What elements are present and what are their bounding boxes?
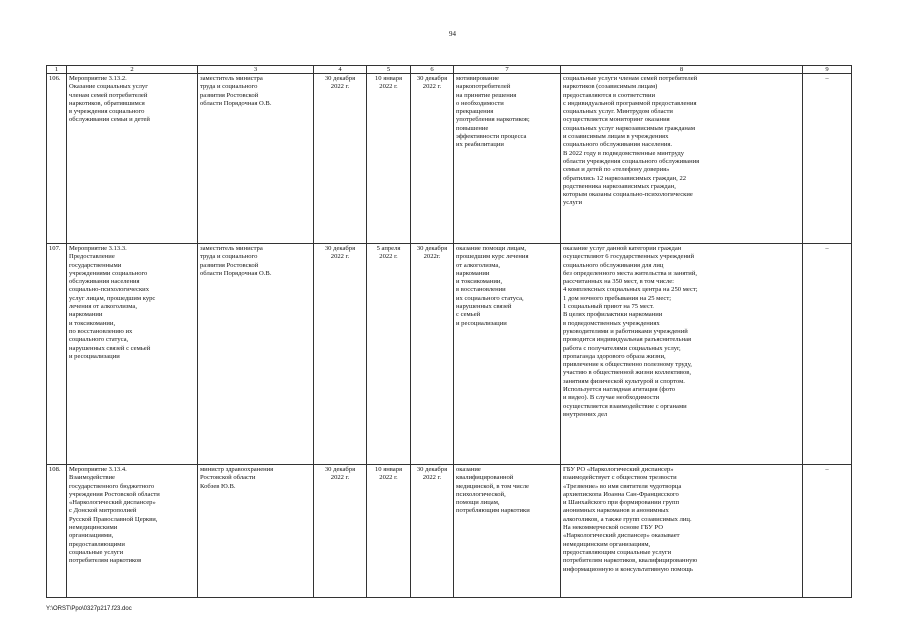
event-cell-line: нарушенных связей с семьей (69, 344, 151, 352)
event-cell-line: немедицинскими (69, 524, 118, 532)
info-cell-line: наркотиков (созависимым лицам) (563, 83, 658, 91)
row-number: 106. (47, 74, 67, 244)
responsible-cell (198, 244, 314, 465)
responsible-cell-line: труда и социального (200, 253, 258, 261)
header-cell-2: 2 (67, 66, 198, 74)
info-cell-line: В 2022 году в подведомственные минтруду (563, 149, 685, 157)
info-cell-line: 1 социальный приют на 75 мест. (563, 303, 654, 311)
plan-date-cell-line: 30 декабря (324, 466, 356, 473)
info-cell-line: 4 комплексных социальных центра на 250 мест; (563, 286, 698, 294)
result-cell-line: наркопотребителей (456, 83, 511, 91)
result-cell-line: прошедшим курс лечения (456, 253, 529, 261)
event-cell-line: обслуживания семьи и детей (69, 116, 150, 124)
plan-date-cell-line: 2022 г. (330, 474, 350, 482)
event-cell (67, 465, 198, 598)
result-cell-line: оказание (456, 466, 481, 473)
event-cell-line: социальные услуги (69, 548, 124, 556)
event-cell-line: в учреждения социального (69, 108, 145, 116)
result-cell-line: помощи лицам, (456, 499, 500, 507)
result-cell-line: эффективности процесса (456, 133, 527, 141)
start-date-cell-line: 10 января (374, 466, 403, 473)
file-path-footer: Y:\ORST\Ppo\0327p217.f23.doc (46, 606, 132, 612)
event-cell-line: государственного бюджетного (69, 482, 155, 490)
info-cell-line: и созависимым лицам в учреждениях (563, 133, 669, 141)
info-cell-line: области учреждения социального обслуживания (563, 157, 700, 165)
header-row (47, 66, 852, 74)
table-row (47, 465, 852, 598)
event-cell-line: государственными (69, 261, 122, 269)
result-cell-line: в восстановлении (456, 286, 506, 294)
end-date-cell (411, 244, 454, 465)
event-cell-line: наркотиков, обратившимся (69, 99, 145, 107)
plan-date-cell (314, 74, 367, 244)
info-cell-line: На некоммерческой основе ГБУ РО (563, 524, 663, 532)
table-row (47, 74, 852, 244)
info-cell-line: архиепископа Иоанна Сан-Францисского (563, 490, 679, 498)
start-date-cell-line: 10 января (374, 75, 403, 82)
info-cell-line: социального обслуживания для лиц (563, 261, 664, 269)
result-cell-line: повышение (456, 124, 489, 132)
end-date-cell-line: 2022 г. (422, 83, 442, 91)
header-cell-9: 9 (803, 66, 852, 74)
info-cell (561, 465, 803, 598)
event-cell-line: «Наркологический диспансер» (69, 499, 156, 507)
info-cell-line: осуществляется мониторинг оказания (563, 116, 670, 124)
result-cell-line: о необходимости (456, 99, 504, 107)
result-cell-line: их социального статуса, (456, 294, 524, 302)
end-date-cell (411, 74, 454, 244)
event-cell-line: лечения от алкоголизма, (69, 303, 137, 311)
info-cell-line: анонимных наркоманов и анонимных (563, 507, 669, 515)
event-cell-line: Взаимодействие (69, 474, 115, 482)
header-cell-6: 6 (411, 66, 454, 74)
event-cell-line: социально-психологических (69, 286, 150, 294)
end-date-cell-line: 30 декабря (416, 245, 448, 252)
table-body (47, 66, 852, 598)
responsible-cell (198, 74, 314, 244)
plan-date-cell-line: 2022 г. (330, 253, 350, 261)
plan-date-cell-line: 30 декабря (324, 75, 356, 82)
plan-date-cell-line: 2022 г. (330, 83, 350, 91)
result-cell-line: и токсикомании, (456, 278, 503, 286)
info-cell-line: Используется наглядная агитация (фото (563, 386, 676, 394)
row-number: 108. (47, 465, 67, 598)
info-cell-line: информационную и консультативную помощь (563, 565, 693, 573)
result-cell-line: на принятие решения (456, 91, 517, 99)
responsible-cell-line: министр здравоохранения (200, 466, 274, 473)
responsible-cell-line: заместитель министра (200, 245, 263, 252)
row-number: 107. (47, 244, 67, 465)
info-cell-line: социальных услуг. Минтрудом области (563, 108, 673, 116)
info-cell-line: В целях профилактики наркомании (563, 311, 663, 319)
info-cell-line: социального обслуживания населения. (563, 141, 673, 149)
info-cell-line: алкоголиков, а также групп созависимых лиц. (563, 515, 692, 523)
info-cell-line: и видео). В случае необходимости (563, 394, 660, 402)
event-cell-line: обслуживания населения (69, 278, 140, 286)
info-cell-line: оказание услуг данной категории граждан (563, 245, 682, 252)
end-date-cell (411, 465, 454, 598)
start-date-cell (367, 74, 411, 244)
info-cell (561, 244, 803, 465)
info-cell (561, 74, 803, 244)
start-date-cell (367, 244, 411, 465)
result-cell-line: употребления наркотиков; (456, 116, 530, 124)
event-cell-line: социального статуса, (69, 336, 129, 344)
header-cell-1: 1 (47, 66, 67, 74)
start-date-cell-line: 2022 г. (379, 83, 398, 91)
header-cell-4: 4 (314, 66, 367, 74)
result-cell (454, 74, 561, 244)
info-cell-line: предоставляющим социальные услуги (563, 548, 672, 556)
result-cell-line: и ресоциализации (456, 319, 507, 327)
info-cell-line: работа с получателями социальных услуг, (563, 344, 681, 352)
event-cell-line: учреждениями социального (69, 269, 148, 277)
event-cell-line: Мероприятие 3.13.3. (69, 245, 127, 252)
info-cell-line: социальных услуг наркозависимым гражданам (563, 124, 695, 132)
event-cell-line: услуг лицам, прошедшим курс (69, 294, 156, 302)
info-cell-line: потребителям наркотиков, квалифицированную (563, 557, 698, 565)
note-cell: – (803, 74, 852, 244)
event-cell-line: членам семей потребителей (69, 91, 148, 99)
info-cell-line: без определенного места жительства и занятий, (563, 269, 698, 277)
info-cell-line: взаимодействует с обществом трезвости (563, 474, 677, 482)
result-cell-line: прекращения (456, 108, 494, 116)
plan-date-cell (314, 244, 367, 465)
note-cell: – (803, 244, 852, 465)
responsible-cell-line: области Порядочная О.В. (200, 269, 272, 277)
info-cell-line: привлечение к общественно полезному труду, (563, 361, 692, 369)
event-cell-line: предоставляющими (69, 540, 125, 548)
event-cell-line: Русской Православной Церкви, (69, 515, 158, 523)
info-cell-line: «Наркологический диспансер» оказывает (563, 532, 680, 540)
event-cell-line: Оказание социальных услуг (69, 83, 148, 91)
result-cell-line: их реабилитации (456, 141, 504, 149)
event-cell-line: Предоставление (69, 253, 115, 261)
info-cell-line: проводится индивидуальная разъяснительная (563, 336, 692, 344)
responsible-cell-line: развития Ростовской (200, 91, 259, 99)
responsible-cell-line: Кобзев Ю.В. (200, 482, 236, 490)
responsible-cell-line: заместитель министра (200, 75, 263, 82)
note-cell: – (803, 465, 852, 598)
header-cell-7: 7 (454, 66, 561, 74)
info-cell-line: занятиям физической культурой и спортом. (563, 377, 685, 385)
info-cell-line: которым оказаны социально-психологические (563, 191, 693, 199)
event-cell-line: потребителям наркотиков (69, 557, 142, 565)
event-cell-line: и ресоциализации (69, 352, 120, 360)
result-cell (454, 244, 561, 465)
header-cell-3: 3 (198, 66, 314, 74)
event-cell-line: учреждения Ростовской области (69, 490, 160, 498)
end-date-cell-line: 30 декабря (416, 466, 448, 473)
info-cell-line: участию в общественной жизни коллективов, (563, 369, 692, 377)
info-cell-line: осуществляется взаимодействие с органами (563, 402, 687, 410)
info-cell-line: «Трезвение» во имя святителя чудотворца (563, 482, 682, 490)
info-cell-line: социальные услуги членам семей потребителей (563, 75, 698, 82)
event-cell-line: организациями, (69, 532, 114, 540)
info-cell-line: 1 дом ночного пребывания на 25 мест; (563, 294, 672, 302)
info-cell-line: осуществляют 6 государственных учреждений (563, 253, 695, 261)
end-date-cell-line: 2022г. (423, 253, 441, 261)
start-date-cell-line: 5 апреля (376, 245, 401, 252)
start-date-cell-line: 2022 г. (379, 474, 398, 482)
result-cell-line: потребляющим наркотики (456, 507, 530, 515)
end-date-cell-line: 30 декабря (416, 75, 448, 82)
start-date-cell (367, 465, 411, 598)
plan-date-cell (314, 465, 367, 598)
info-cell-line: с индивидуальной программой предоставления (563, 99, 697, 107)
result-cell-line: квалифицированной (456, 474, 514, 482)
event-cell-line: с Донской митрополией (69, 507, 137, 515)
plan-date-cell-line: 30 декабря (324, 245, 356, 252)
responsible-cell-line: развития Ростовской (200, 261, 259, 269)
responsible-cell-line: области Порядочная О.В. (200, 99, 272, 107)
responsible-cell (198, 465, 314, 598)
responsible-cell-line: труда и социального (200, 83, 258, 91)
event-cell-line: по восстановлению их (69, 327, 133, 335)
result-cell-line: с семьей (456, 311, 481, 319)
info-cell-line: семьи и детей по «телефону доверия» (563, 166, 670, 174)
header-cell-8: 8 (561, 66, 803, 74)
event-cell-line: Мероприятие 3.13.4. (69, 466, 127, 473)
result-cell-line: нарушенных связей (456, 303, 512, 311)
result-cell-line: медицинской, в том числе (456, 482, 529, 490)
info-cell-line: предоставляются в соответствии (563, 91, 656, 99)
event-cell-line: наркомании (69, 311, 103, 319)
page-number: 94 (449, 30, 456, 38)
info-cell-line: немедицинским организациям, (563, 540, 651, 548)
table-row (47, 244, 852, 465)
header-cell-5: 5 (367, 66, 411, 74)
start-date-cell-line: 2022 г. (379, 253, 398, 261)
info-cell-line: и Шанхайского при формировании групп (563, 499, 680, 507)
measures-table (46, 65, 852, 598)
end-date-cell-line: 2022 г. (422, 474, 442, 482)
info-cell-line: обратились 12 наркозависимых граждан, 22 (563, 174, 687, 182)
info-cell-line: родственника наркозависимых граждан, (563, 182, 676, 190)
info-cell-line: пропаганда здорового образа жизни, (563, 352, 666, 360)
responsible-cell-line: Ростовской области (200, 474, 256, 482)
result-cell-line: наркомании (456, 269, 490, 277)
info-cell-line: внутренних дел (563, 410, 608, 418)
info-cell-line: рассчитанных на 350 мест, в том числе: (563, 278, 674, 286)
info-cell-line: услуги (563, 199, 583, 207)
result-cell-line: от алкоголизма, (456, 261, 500, 269)
event-cell (67, 74, 198, 244)
info-cell-line: ГБУ РО «Наркологический диспансер» (563, 466, 674, 473)
result-cell-line: мотивирование (456, 75, 499, 82)
result-cell-line: психологической, (456, 490, 506, 498)
info-cell-line: руководителями и работниками учреждений (563, 327, 688, 335)
info-cell-line: в подведомственных учреждениях (563, 319, 660, 327)
event-cell-line: и токсикомании, (69, 319, 116, 327)
result-cell-line: оказание помощи лицам, (456, 245, 527, 252)
event-cell-line: Мероприятие 3.13.2. (69, 75, 127, 82)
result-cell (454, 465, 561, 598)
event-cell (67, 244, 198, 465)
